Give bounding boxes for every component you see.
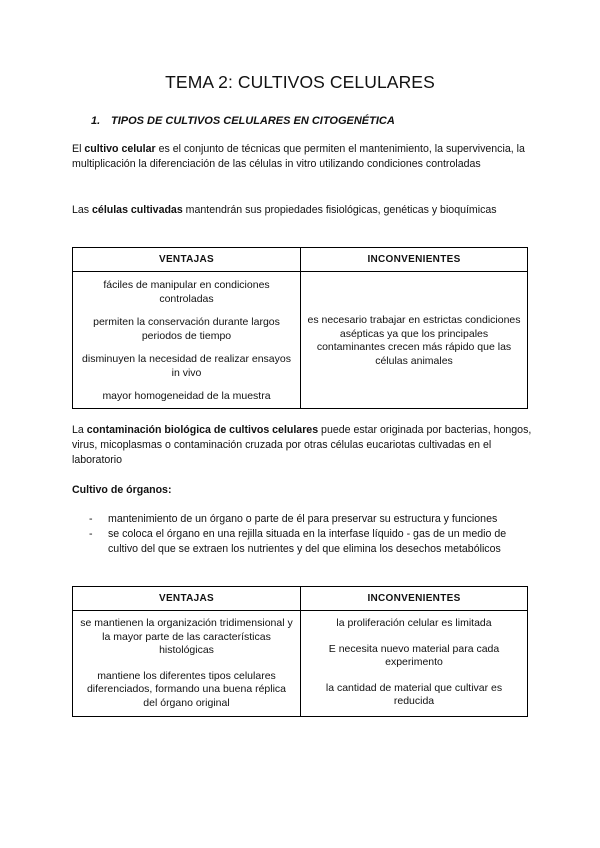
list-item-text: se coloca el órgano en una rejilla situada en la interfase líquido - gas de un medio de cultivo del que se extraen los nutrientes y del que elimina los desechos metabólicos [108,528,507,555]
table2-header-ventajas: VENTAJAS [73,587,301,611]
table1-ventaja-item: fáciles de manipular en condiciones controladas [103,279,270,305]
intro-paragraph [72,142,534,172]
table2-ventajas-cell [73,611,301,717]
intro-bold-term: cultivo celular [84,143,156,155]
cells-bold-term: células cultivadas [92,204,183,216]
table2-ventaja-item: mantiene los diferentes tipos celulares diferenciados, formando una buena réplica del órgano original [86,669,287,709]
list-item [72,527,534,557]
table2-ventaja-item: se mantienen la organización tridimensional y la mayor parte de las características histológicas [80,617,293,656]
contamination-bold-term: contaminación biológica de cultivos celulares [86,424,319,436]
organ-culture-heading: Cultivo de órganos: [72,484,172,496]
dash-bullet: - [89,528,93,540]
intro-text-end: es el conjunto de técnicas que permiten el mantenimiento, la supervivencia, la multiplicación la diferenciación de las células in vitro utilizando condiciones controladas [72,143,525,170]
cells-text-end: mantendrán sus propiedades fisiológicas, genéticas y bioquímicas [182,204,497,216]
section-heading [91,115,395,127]
table1-header-inconvenientes: INCONVENIENTES [301,248,528,272]
table2-inconveniente-item: la proliferación celular es limitada [336,617,492,629]
table2-inconvenientes-cell [301,611,528,717]
advantages-table-organ-cultures [72,586,528,717]
table1-ventaja-item: mayor homogeneidad de la muestra [102,390,271,402]
list-item-text: mantenimiento de un órgano o parte de él para preservar su estructura y funciones [108,513,498,525]
table1-ventajas-cell [73,272,301,409]
dash-bullet: - [89,513,93,525]
intro-text-start: El [72,143,85,155]
advantages-table-cell-cultures [72,247,528,409]
section-number: 1. [91,115,101,127]
table1-inconvenientes-cell [301,272,528,409]
organ-culture-list [72,512,534,557]
section-heading-text: TIPOS DE CULTIVOS CELULARES EN CITOGENÉTICA [111,115,395,127]
contamination-text-start: La [72,424,87,436]
contamination-paragraph [72,423,534,468]
table2-header-inconvenientes: INCONVENIENTES [301,587,528,611]
table1-ventaja-item: permiten la conservación durante largos periodos de tiempo [93,316,280,342]
table1-header-ventajas: VENTAJAS [73,248,301,272]
cells-text-start: Las [72,204,93,216]
contamination-text-end: puede estar originada por bacterias, hongos, virus, micoplasmas o contaminación cruzada por otras células eucariotas cultivadas en el laboratorio [72,424,532,466]
table1-inconveniente-item: es necesario trabajar en estrictas condiciones asépticas ya que los principales contaminantes crecen más rápido que las células animales [307,314,521,367]
page-title: TEMA 2: CULTIVOS CELULARES [165,72,435,92]
cultured-cells-paragraph [72,203,534,218]
table2-inconveniente-item: E necesita nuevo material para cada experimento [328,642,500,668]
table2-inconveniente-item: la cantidad de material que cultivar es reducida [325,681,503,707]
list-item [72,512,534,527]
table1-ventaja-item: disminuyen la necesidad de realizar ensayos in vivo [82,353,291,379]
